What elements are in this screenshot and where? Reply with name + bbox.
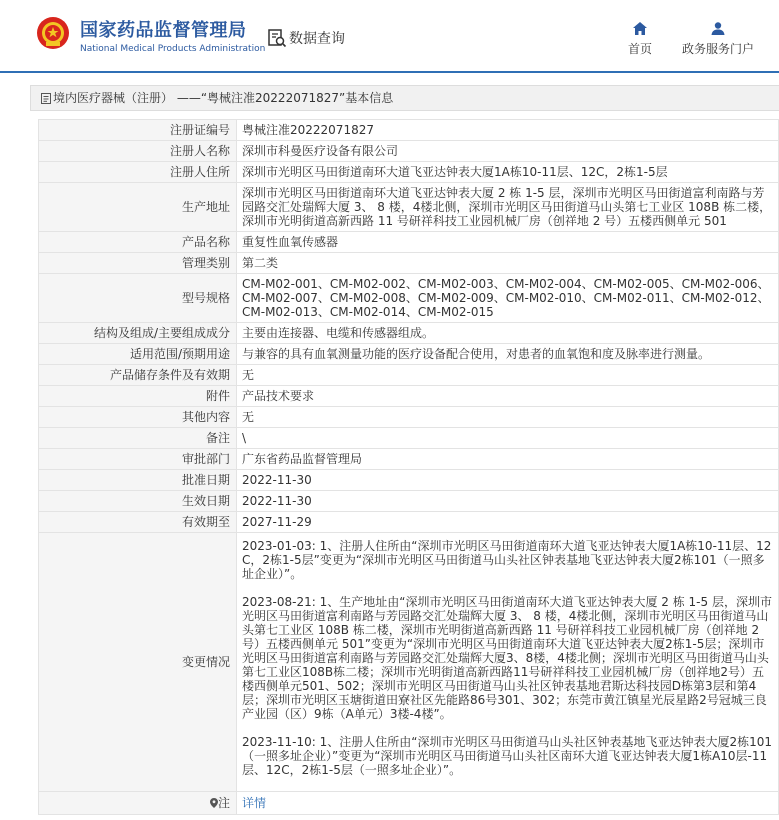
row-value: 主要由连接器、电缆和传感器组成。	[237, 323, 779, 344]
table-row	[39, 491, 779, 512]
table-row	[39, 407, 779, 428]
table-row	[39, 428, 779, 449]
row-label: 产品储存条件及有效期	[39, 365, 237, 386]
row-label: 生效日期	[39, 491, 237, 512]
data-query-label: 数据查询	[289, 31, 345, 47]
breadcrumb-text: 境内医疗器械（注册） ——“粤械注准20222071827”基本信息	[53, 91, 394, 105]
row-label: 生产地址	[39, 183, 237, 232]
row-label: 注册人住所	[39, 162, 237, 183]
row-label: 注册证编号	[39, 120, 237, 141]
table-row	[39, 253, 779, 274]
site-header	[0, 0, 779, 73]
table-row	[39, 183, 779, 232]
row-label: 附件	[39, 386, 237, 407]
table-row	[39, 365, 779, 386]
table-row	[39, 386, 779, 407]
table-row	[39, 141, 779, 162]
row-label: 其他内容	[39, 407, 237, 428]
row-value: 深圳市光明区马田街道南环大道飞亚达钟表大厦1A栋10-11层、12C，2栋1-5层	[237, 162, 779, 183]
user-icon	[711, 22, 725, 35]
registration-detail-table	[38, 119, 779, 815]
row-label: 审批部门	[39, 449, 237, 470]
row-value: 产品技术要求	[237, 386, 779, 407]
breadcrumb	[30, 85, 779, 111]
table-row	[39, 162, 779, 183]
brand[interactable]	[80, 20, 265, 55]
row-label: 结构及组成/主要组成成分	[39, 323, 237, 344]
row-label: 注册人名称	[39, 141, 237, 162]
row-value: 粤械注准20222071827	[237, 120, 779, 141]
nav-home-label: 首页	[628, 42, 653, 56]
note-label-cell	[39, 792, 237, 815]
nav-gov-service-portal[interactable]	[682, 22, 754, 57]
note-label: 注	[217, 796, 230, 810]
table-row	[39, 120, 779, 141]
change-entry: 2023-01-03: 1、注册人住所由“深圳市光明区马田街道南环大道飞亚达钟表大厦1A栋10-11层、12C，2栋1-5层”变更为“深圳市光明区马田街道马山头社区钟表基地飞亚达钟表大厦2栋101（一照多址企业）”。	[242, 539, 772, 581]
row-value: CM-M02-001、CM-M02-002、CM-M02-003、CM-M02-004、CM-M02-005、CM-M02-006、CM-M02-007、CM-M02-008、CM-M02-009、CM-M02-010、CM-M02-011、CM-M02-012、CM-M02-013、CM-M02-014、CM-M02-015	[237, 274, 779, 323]
row-value: 2022-11-30	[237, 491, 779, 512]
row-value: \	[237, 428, 779, 449]
row-value: 重复性血氧传感器	[237, 232, 779, 253]
table-row	[39, 344, 779, 365]
table-row	[39, 232, 779, 253]
row-value: 广东省药品监督管理局	[237, 449, 779, 470]
table-row-changes	[39, 533, 779, 792]
row-label: 产品名称	[39, 232, 237, 253]
brand-name-cn: 国家药品监督管理局	[80, 20, 247, 41]
change-entry: 2023-08-21: 1、生产地址由“深圳市光明区马田街道南环大道飞亚达钟表大厦 2 栋 1-5 层，深圳市光明区马田街道富利南路与芳园路交汇处瑞辉大厦 3、 8 楼，4楼北侧，深圳市光明区马田街道马山头第七工业区 108B 栋二楼，深圳市光明街道高新西路 11 号研祥科技工业园机械厂房（创祥地 2 号）五楼西侧单元 501”变更为“深圳市光明区马田街道南环大道飞亚达钟表大厦2栋1-5层；深圳市光明区马田街道富利南路与芳园路交汇处瑞辉大厦3、8楼，4楼北侧；深圳市光明区马田街道马山头第七工业区108B栋二楼；深圳市光明街道高新西路11号研祥科技工业园机械厂房（创祥地2号）五楼西侧单元501、502；深圳市光明区马田街道马山头社区钟表基地君斯达科技园D栋第3层和第4层；深圳市光明区玉塘街道田寮社区先能路86号301、302；东莞市黄江镇星光辰星路2号冠城三良产业园（区）9栋（A单元）3楼-4楼”。	[242, 595, 772, 721]
nav-home[interactable]	[628, 22, 652, 57]
row-label: 有效期至	[39, 512, 237, 533]
location-pin-icon	[210, 798, 218, 808]
row-label: 变更情况	[39, 533, 237, 792]
row-value: 深圳市科曼医疗设备有限公司	[237, 141, 779, 162]
data-query-icon	[267, 28, 287, 48]
row-value: 第二类	[237, 253, 779, 274]
row-value: 无	[237, 407, 779, 428]
table-row	[39, 449, 779, 470]
change-entry: 2023-11-10: 1、注册人住所由“深圳市光明区马田街道马山头社区钟表基地飞亚达钟表大厦2栋101（一照多址企业）”变更为“深圳市光明区马田街道马山头社区南环大道飞亚达钟表大厦1栋A10层-11层、12C，2栋1-5层（一照多址企业）”。	[242, 735, 772, 777]
row-value: 2027-11-29	[237, 512, 779, 533]
changes-content	[237, 533, 779, 792]
document-icon	[41, 93, 51, 104]
table-row	[39, 512, 779, 533]
nav-portal-label: 政务服务门户	[682, 42, 755, 56]
brand-name-en: National Medical Products Administration	[80, 44, 266, 54]
row-label: 备注	[39, 428, 237, 449]
table-row	[39, 470, 779, 491]
data-query-link[interactable]	[267, 28, 345, 48]
row-value: 无	[237, 365, 779, 386]
note-value-cell	[237, 792, 779, 815]
row-value: 2022-11-30	[237, 470, 779, 491]
row-value: 与兼容的具有血氧测量功能的医疗设备配合使用，对患者的血氧饱和度及脉率进行测量。	[237, 344, 779, 365]
row-label: 适用范围/预期用途	[39, 344, 237, 365]
row-label: 管理类别	[39, 253, 237, 274]
table-row	[39, 274, 779, 323]
row-label: 批准日期	[39, 470, 237, 491]
national-emblem-icon[interactable]	[36, 16, 70, 50]
table-row	[39, 323, 779, 344]
home-icon	[633, 22, 647, 35]
row-label: 型号规格	[39, 274, 237, 323]
table-row-note	[39, 792, 779, 815]
details-link[interactable]: 详情	[242, 796, 267, 810]
row-value: 深圳市光明区马田街道南环大道飞亚达钟表大厦 2 栋 1-5 层，深圳市光明区马田街道富利南路与芳园路交汇处瑞辉大厦 3、 8 楼，4楼北侧，深圳市光明区马田街道马山头第七工业区 108B 栋二楼，深圳市光明街道高新西路 11 号研祥科技工业园机械厂房（创祥地 2 号）五楼西侧单元 501	[237, 183, 779, 232]
